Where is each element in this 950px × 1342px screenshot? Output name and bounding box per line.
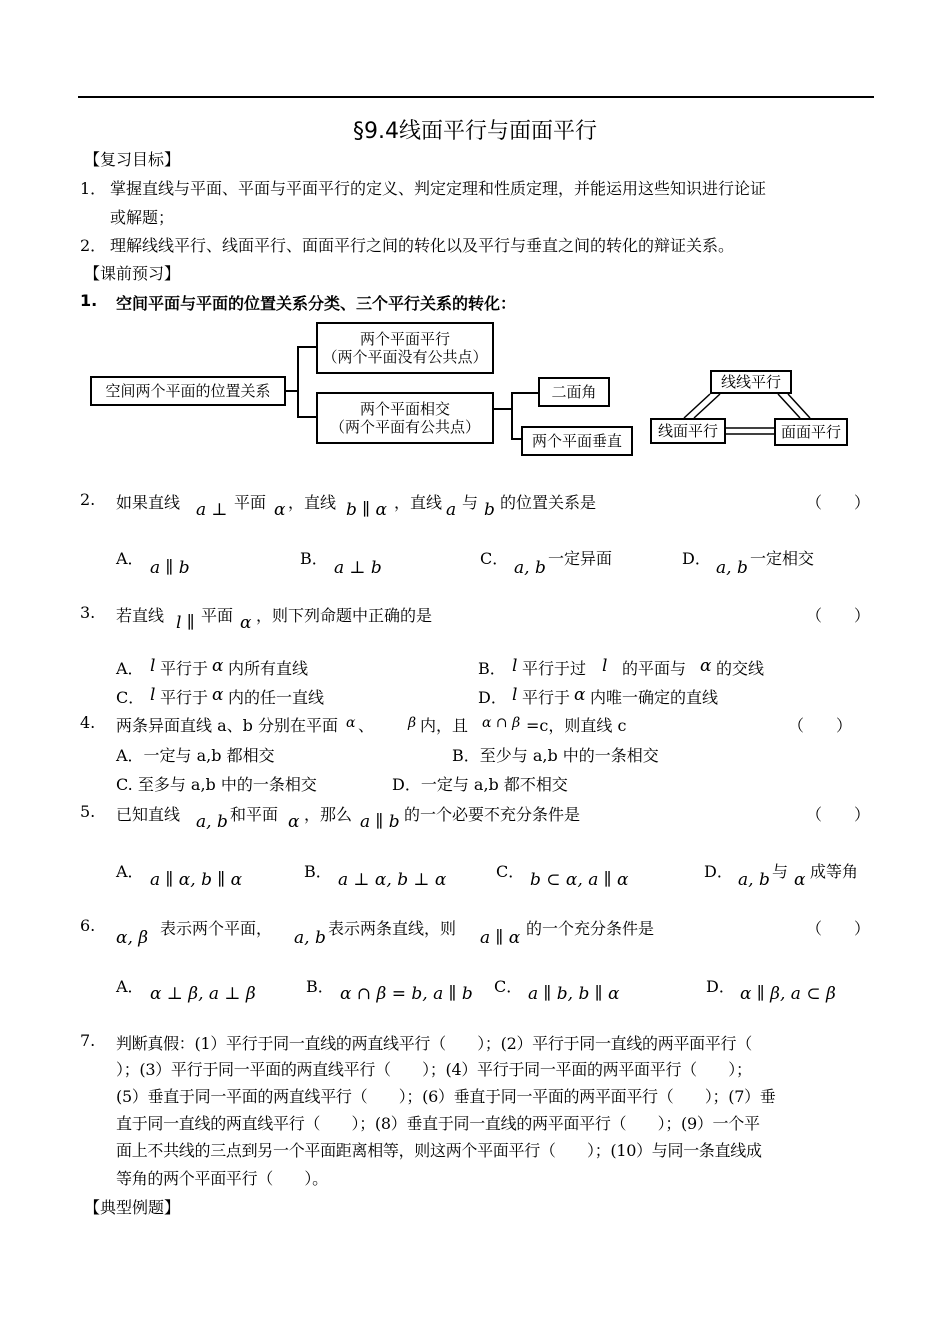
connector xyxy=(297,346,299,418)
q5-option-b-math: a ⊥ α, b ⊥ α xyxy=(338,870,447,890)
q3-option-a-math-2: α xyxy=(212,656,224,676)
goal-2-line1: 理解线线平行、线面平行、面面平行之间的转化以及平行与垂直之间的转化的辩证关系。 xyxy=(110,236,735,255)
q4-text-4: =c，则直线 c xyxy=(526,716,627,735)
q3-option-b-math-3: α xyxy=(700,656,712,676)
q2-text-3: ，直线 xyxy=(288,493,337,512)
line-plane-parallel-box xyxy=(650,418,726,444)
q3-option-a-label: A． xyxy=(116,659,144,678)
q4-number: 4. xyxy=(80,713,96,732)
section-preview: 【课前预习】 xyxy=(84,264,181,283)
q2-option-d-label: D． xyxy=(682,549,711,568)
diagram-root-label: 空间两个平面的位置关系 xyxy=(105,382,271,400)
q3-option-b-text-2: 的平面与 xyxy=(622,659,687,678)
line-line-parallel-label: 线线平行 xyxy=(720,373,781,391)
parallel-planes-box xyxy=(316,322,494,374)
q3-math-2: α xyxy=(240,613,252,633)
intersect-planes-sub: （两个平面有公共点） xyxy=(329,418,480,436)
q7-line-5: 面上不共线的三点到另一个平面距离相等，则这两个平面平行（ ）；(10）与同一条直线成 xyxy=(116,1141,762,1160)
q3-option-d-math-2: α xyxy=(574,685,586,705)
dihedral-label: 二面角 xyxy=(551,383,597,401)
q3-number: 3. xyxy=(80,603,96,622)
intersect-planes-box xyxy=(316,392,494,444)
goal-2-number: 2． xyxy=(80,236,107,255)
q3-option-c-text-2: 内的任一直线 xyxy=(228,688,325,707)
q3-option-c-math: l xyxy=(150,685,156,705)
q6-text-1: 表示两个平面， xyxy=(160,919,273,938)
q6-option-c-math: a ∥ b, b ∥ α xyxy=(528,984,620,1004)
q4-math-1: α xyxy=(346,715,356,731)
q5-option-a-math: a ∥ α, b ∥ α xyxy=(150,870,243,890)
q5-math-3: a ∥ b xyxy=(360,812,400,832)
q3-option-b-text-3: 的交线 xyxy=(716,659,765,678)
q2-option-c-math: a, b xyxy=(514,558,546,578)
q2-math-2: α xyxy=(274,500,286,520)
connector xyxy=(511,392,513,440)
q5-option-d-math-2: α xyxy=(794,870,806,890)
q2-option-d-math: a, b xyxy=(716,558,748,578)
q5-text-1: 已知直线 xyxy=(116,805,181,824)
q2-option-a-math: a ∥ b xyxy=(150,558,190,578)
q5-answer-paren: （ ） xyxy=(806,805,871,824)
parallel-planes-sub: （两个平面没有公共点） xyxy=(322,348,488,366)
q6-number: 6. xyxy=(80,916,96,935)
q2-option-b-math: a ⊥ b xyxy=(334,558,382,578)
q7-line-4: 直于同一直线的两直线平行（ ）；(8）垂直于同一直线的两平面平行（ ）；(9）一个平 xyxy=(116,1114,760,1133)
q6-answer-paren: （ ） xyxy=(806,919,871,938)
q2-option-d-text: 一定相交 xyxy=(750,549,815,568)
q4-option-b: B．至少与 a,b 中的一条相交 xyxy=(452,746,659,765)
q3-option-c-math-2: α xyxy=(212,685,224,705)
diagram-root-box xyxy=(90,376,286,406)
q6-option-a-label: A． xyxy=(116,977,144,996)
dihedral-box xyxy=(538,377,610,407)
q2-math-4: a xyxy=(446,500,457,520)
q4-math-3: α ∩ β xyxy=(482,715,521,731)
intersect-planes-title: 两个平面相交 xyxy=(359,400,450,418)
q4-text-3: 内，且 xyxy=(420,716,469,735)
q4-answer-paren: （ ） xyxy=(788,716,853,735)
q6-math-2: a, b xyxy=(294,928,326,948)
q3-math-1: l ∥ xyxy=(176,613,195,633)
q3-option-a-text-1: 平行于 xyxy=(160,659,209,678)
q2-math-1: a ⊥ xyxy=(196,500,228,520)
q5-option-a-label: A． xyxy=(116,862,144,881)
q6-text-3: 的一个充分条件是 xyxy=(526,919,655,938)
q6-text-2: 表示两条直线，则 xyxy=(328,919,457,938)
q3-option-c-text-1: 平行于 xyxy=(160,688,209,707)
q5-option-c-math: b ⊂ α, a ∥ α xyxy=(530,870,629,890)
goal-1-number: 1． xyxy=(80,179,107,198)
q3-option-d-math: l xyxy=(512,685,518,705)
page-title: §9.4线面平行与面面平行 xyxy=(353,119,597,144)
q3-option-b-math-2: l xyxy=(602,656,608,676)
q5-option-b-label: B． xyxy=(304,862,332,881)
q5-option-d-text: 与 xyxy=(772,862,789,881)
q3-text-2: 平面 xyxy=(201,606,234,625)
q7-line-6: 等角的两个平面平行（ ）。 xyxy=(116,1169,328,1188)
q3-option-d-label: D． xyxy=(478,688,507,707)
q1-number: 1. xyxy=(80,291,98,310)
q3-option-a-math: l xyxy=(150,656,156,676)
q3-text-3: ，则下列命题中正确的是 xyxy=(256,606,433,625)
q5-text-3: ，那么 xyxy=(304,805,353,824)
q2-text-6: 的位置关系是 xyxy=(500,493,597,512)
perpendicular-planes-label: 两个平面垂直 xyxy=(531,432,622,450)
plane-plane-parallel-label: 面面平行 xyxy=(780,423,841,441)
q7-line-3: (5）垂直于同一平面的两直线平行（ ）；(6）垂直于同一平面的两平面平行（ ）；(7）垂 xyxy=(116,1087,776,1106)
q5-text-2: 和平面 xyxy=(230,805,279,824)
q6-option-d-math: α ∥ β, a ⊂ β xyxy=(740,984,836,1004)
q6-option-c-label: C． xyxy=(494,977,523,996)
section-examples: 【典型例题】 xyxy=(84,1198,181,1217)
q5-number: 5. xyxy=(80,802,96,821)
q2-answer-paren: （ ） xyxy=(806,493,871,512)
q3-option-b-label: B． xyxy=(478,659,506,678)
q4-text-1: 两条异面直线 a、b 分别在平面 xyxy=(116,716,338,735)
q3-option-b-math: l xyxy=(512,656,518,676)
q4-option-a: A．一定与 a,b 都相交 xyxy=(116,746,275,765)
q5-option-d-math: a, b xyxy=(738,870,770,890)
line-plane-parallel-label: 线面平行 xyxy=(657,422,718,440)
q6-option-d-label: D． xyxy=(706,977,735,996)
parallel-planes-title: 两个平面平行 xyxy=(359,330,450,348)
perpendicular-planes-box xyxy=(521,426,633,456)
plane-plane-parallel-box xyxy=(774,418,848,446)
q3-option-a-text-2: 内所有直线 xyxy=(228,659,309,678)
q2-option-b-label: B． xyxy=(300,549,328,568)
q6-option-a-math: α ⊥ β, a ⊥ β xyxy=(150,984,256,1004)
q2-option-a-label: A． xyxy=(116,549,144,568)
q6-math-3: a ∥ α xyxy=(480,928,521,948)
q2-math-5: b xyxy=(484,500,495,520)
q2-math-3: b ∥ α xyxy=(346,500,388,520)
top-rule xyxy=(78,96,874,98)
q4-option-d: D．一定与 a,b 都不相交 xyxy=(392,775,568,794)
q5-option-c-label: C． xyxy=(496,862,525,881)
q2-text-2: 平面 xyxy=(234,493,267,512)
q7-number: 7. xyxy=(80,1031,96,1050)
q3-option-d-text-1: 平行于 xyxy=(522,688,571,707)
connector xyxy=(511,392,539,394)
q5-option-d-label: D． xyxy=(704,862,733,881)
q2-text-5: 与 xyxy=(462,493,479,512)
q3-answer-paren: （ ） xyxy=(806,606,871,625)
q3-option-d-text-2: 内唯一确定的直线 xyxy=(590,688,719,707)
q3-option-c-label: C． xyxy=(116,688,145,707)
q5-text-4: 的一个必要不充分条件是 xyxy=(404,805,581,824)
q7-line-1: 判断真假：(1）平行于同一直线的两直线平行（ ）；(2）平行于同一直线的两平面平行（ xyxy=(116,1034,752,1053)
q2-option-c-text: 一定异面 xyxy=(548,549,613,568)
goal-1-line2: 或解题； xyxy=(110,208,175,227)
q2-option-c-label: C． xyxy=(480,549,509,568)
goal-1-line1: 掌握直线与平面、平面与平面平行的定义、判定定理和性质定理，并能运用这些知识进行论证 xyxy=(110,179,767,198)
q6-option-b-math: α ∩ β = b, a ∥ b xyxy=(340,984,473,1004)
q6-option-b-label: B． xyxy=(306,977,334,996)
q4-text-2: 、 xyxy=(358,716,375,735)
q2-number: 2. xyxy=(80,490,96,509)
connector xyxy=(297,416,317,418)
q3-text-1: 若直线 xyxy=(116,606,165,625)
q5-math-2: α xyxy=(288,812,300,832)
line-line-parallel-box xyxy=(710,370,792,394)
connector xyxy=(494,408,512,410)
q4-option-c: C. 至多与 a,b 中的一条相交 xyxy=(116,775,317,794)
q3-option-b-text-1: 平行于过 xyxy=(522,659,587,678)
q2-text-1: 如果直线 xyxy=(116,493,181,512)
q7-line-2: ）；(3）平行于同一平面的两直线平行（ ）；(4）平行于同一平面的两平面平行（ ）； xyxy=(116,1060,752,1079)
q5-option-d-text-2: 成等角 xyxy=(810,862,859,881)
q5-math-1: a, b xyxy=(196,812,228,832)
section-review-goals: 【复习目标】 xyxy=(84,150,181,169)
connector xyxy=(297,346,317,348)
q1-text: 空间平面与平面的位置关系分类、三个平行关系的转化： xyxy=(116,294,517,313)
q6-math-1: α, β xyxy=(116,928,149,948)
q2-text-4: ，直线 xyxy=(394,493,443,512)
q4-math-2: β xyxy=(408,715,417,731)
